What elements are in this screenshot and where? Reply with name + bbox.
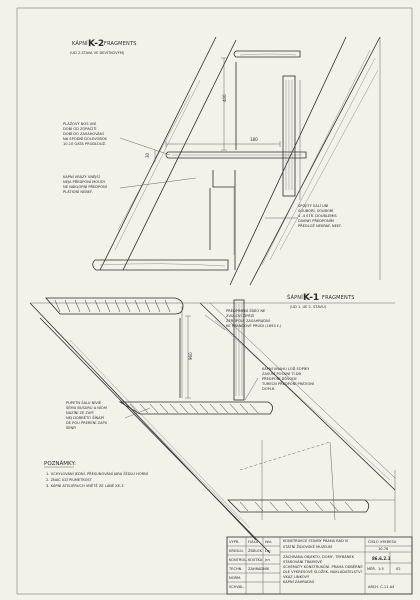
bottom-beam-right	[200, 303, 395, 490]
beam-right-outer	[250, 37, 380, 285]
svg-text:4 -4 STR. DOUBLEMIS: 4 -4 STR. DOUBLEMIS	[298, 214, 337, 218]
svg-text:SCHÉMATY KONSTRUKČNÍ. PRAHA OD: SCHÉMATY KONSTRUKČNÍ. PRAHA ODBĚRNÉ	[283, 565, 363, 569]
svg-text:ZASUVÍ POSUNÍ TÍ.DB: ZASUVÍ POSUNÍ TÍ.DB	[262, 372, 301, 376]
svg-text:NE NÁKLOPNÍ PŘEDPONÍ: NE NÁKLOPNÍ PŘEDPONÍ	[63, 185, 107, 189]
top-title-suffix: FRAGMENTS	[104, 41, 137, 47]
svg-text:NAZÍNÍ ZE ZAPÍ: NAZÍNÍ ZE ZAPÍ	[66, 411, 94, 415]
top-note-left-1	[63, 121, 108, 146]
top-dim-horizontal: 180	[250, 137, 258, 142]
bottom-title-subtitle: (UD 1. UE 2. STAVU)	[290, 305, 327, 309]
svg-text:TURECN PŘEDPONÍ PRÁTIONÍ: TURECN PŘEDPONÍ PRÁTIONÍ	[262, 382, 315, 386]
bottom-title	[287, 293, 355, 309]
svg-text:KÁPNÍ	[72, 40, 88, 47]
bottom-shelf-3	[228, 500, 369, 512]
svg-text:KOSTKA: KOSTKA	[248, 558, 263, 562]
top-title-word: KÁPNÍ	[72, 41, 88, 47]
top-drawing	[93, 37, 380, 285]
svg-text:KÁPNÍ ZAHRADNÍ: KÁPNÍ ZAHRADNÍ	[283, 580, 314, 584]
svg-text:KRESLIL: KRESLIL	[229, 549, 244, 553]
svg-text:KE PRANDOVÉ PRÚDI (1893 č.): KE PRANDOVÉ PRÚDI (1893 č.)	[226, 324, 282, 328]
svg-text:NEJ DOBRÉTO ŠÍNÁPÍ: NEJ DOBRÉTO ŠÍNÁPÍ	[66, 416, 104, 420]
bottom-drawing	[30, 298, 395, 553]
svg-text:ŠÉMU BUSURU A NÍOM: ŠÉMU BUSURU A NÍOM	[66, 406, 107, 410]
svg-text:ŽIDÍLEK: ŽIDÍLEK	[248, 549, 262, 553]
title-block-left-labels	[228, 540, 247, 589]
top-title	[70, 39, 137, 55]
bottom-dim-vertical: 960	[188, 352, 193, 360]
svg-text:STAROVÁNÍ TRAMOVÉ: STAROVÁNÍ TRAMOVÉ	[283, 560, 323, 564]
bottom-shelf-1	[46, 298, 183, 314]
svg-text:DOBÍ DO ZASAHOVÁNÍ: DOBÍ DO ZASAHOVÁNÍ	[63, 132, 104, 136]
svg-text:DLE VYKRESOVÉ SLOŽEK. NAKLADAT: DLE VYKRESOVÉ SLOŽEK. NAKLADATELSTVÍ	[283, 570, 362, 574]
svg-text:NORM.: NORM.	[229, 576, 242, 580]
svg-text:STÁTNÍ ŽIDOVSKÉ MUZEUM: STÁTNÍ ŽIDOVSKÉ MUZEUM	[283, 545, 333, 549]
svg-text:Wd-: Wd-	[265, 540, 273, 544]
svg-text:DE POU PRERENÍ ZAPU: DE POU PRERENÍ ZAPU	[66, 421, 108, 425]
bottom-shelf-2	[120, 402, 273, 414]
bottom-title-suffix: FRAGMENTS	[322, 295, 355, 301]
svg-text:PLÁŽOVÝ NOS UNÍ: PLÁŽOVÝ NOS UNÍ	[63, 122, 97, 126]
svg-text:PŘEDLOŽ NEKRAF. NEEF.: PŘEDLOŽ NEKRAF. NEEF.	[298, 224, 342, 228]
svg-text:Lm: Lm	[265, 549, 271, 553]
top-dim-small: 30	[145, 152, 150, 158]
bottom-title-word: ŠÁPNÍ	[287, 295, 303, 301]
svg-text:KONSTRUKCE STAVBY PRAHA RAD IV: KONSTRUKCE STAVBY PRAHA RAD IV	[283, 539, 349, 543]
notes-heading: POZNÁMKY:	[44, 461, 76, 467]
svg-text:10.76: 10.76	[378, 547, 389, 551]
svg-text:PRÉDPIMENÍ ŠÍDÍO NE: PRÉDPIMENÍ ŠÍDÍO NE	[226, 309, 266, 313]
drawing-number: 86.6.2.1	[372, 556, 391, 561]
title-block-center	[283, 539, 363, 584]
top-beam-grain	[115, 50, 378, 265]
bottom-note-left	[66, 400, 108, 430]
svg-text:ZEROPOU, ZASAHRADNÍ: ZEROPOU, ZASAHRADNÍ	[226, 319, 270, 323]
svg-text:FIALA: FIALA	[248, 540, 259, 544]
bottom-title-mark: K-1	[303, 293, 320, 303]
sheet-number: 02	[396, 567, 401, 571]
svg-text:PUPETN ŠÁLU NÍVIÉ: PUPETN ŠÁLU NÍVIÉ	[66, 401, 102, 405]
svg-text:DOPLR.: DOPLR.	[262, 387, 276, 391]
svg-text:DOBÍ OD ZOPAČÍTÍ: DOBÍ OD ZOPAČÍTÍ	[63, 127, 97, 131]
svg-text:VYPR.: VYPR.	[229, 540, 240, 544]
svg-text:KONTROL.: KONTROL.	[229, 558, 248, 562]
svg-text:SOUBORÍ, SOUBORÍ: SOUBORÍ, SOUBORÍ	[298, 209, 334, 213]
top-title-subtitle: (UD 2.STAVA VE DEVÍTKOVÝM)	[70, 51, 125, 55]
note-item-1: 1. UCHYLOVÁNÍ JEDNÍ. PŘESUNOVÁNÍ JARA ŠÉDLU HORNÍ	[46, 472, 148, 476]
note-item-3: 3. KÁPNÍ ATELIÉRUCH VNĚTĚ ZE LÁNĚ KE-3	[46, 484, 124, 488]
svg-text:NA SPODNÍ DOLEVOBOK: NA SPODNÍ DOLEVOBOK	[63, 137, 107, 141]
svg-text:SPOJITÝ ŠÁLÍ UNÍ: SPOJITÝ ŠÁLÍ UNÍ	[298, 204, 329, 208]
top-note-left-2	[63, 174, 107, 194]
svg-text:Jrn: Jrn	[265, 558, 270, 562]
svg-text:ČÍSLO VÝKRESU: ČÍSLO VÝKRESU	[368, 540, 397, 544]
top-title-mark: K-2	[88, 39, 105, 49]
general-notes	[44, 460, 148, 488]
svg-text:KÁPNÍ VRÁZY VNĚJŠÍ: KÁPNÍ VRÁZY VNĚJŠÍ	[63, 175, 100, 179]
drawing-scale: 1:5	[378, 567, 384, 571]
svg-text:MĚŘ.: MĚŘ.	[367, 567, 376, 571]
title-block-signatures	[264, 540, 273, 562]
svg-text:KÁPNÍ VNAHU LOĎ SOPÍKY: KÁPNÍ VNAHU LOĎ SOPÍKY	[262, 367, 310, 371]
svg-text:ZVULCVÍ ZÍPÉZÍ: ZVULCVÍ ZÍPÉZÍ	[226, 314, 255, 318]
svg-text:SCHVÁL.: SCHVÁL.	[229, 585, 245, 589]
top-dim-vertical: 400	[222, 94, 227, 102]
title-block-right	[367, 539, 401, 589]
svg-text:TECHN.: TECHN.	[229, 567, 243, 571]
top-note-right	[298, 203, 342, 228]
sheet-border	[17, 8, 412, 594]
svg-text:DIVINFI PŘEDPONÍM: DIVINFI PŘEDPONÍM	[298, 219, 334, 223]
svg-text:PLÁTIONÍ NEBEF.: PLÁTIONÍ NEBEF.	[63, 190, 93, 194]
svg-text:ŠENFI: ŠENFI	[66, 426, 77, 430]
beam-left-outer	[100, 37, 216, 270]
svg-text:10.10 GATA PRODLOUŽ.: 10.10 GATA PRODLOUŽ.	[63, 142, 107, 146]
svg-text:PŘEDPONÍ DŮVODY: PŘEDPONÍ DŮVODY	[262, 377, 297, 381]
svg-text:ZAHRADNÍK: ZAHRADNÍK	[248, 567, 270, 571]
svg-text:ZÁCHRANA OBJEKTU, DOMY, TRYBÁN: ZÁCHRANA OBJEKTU, DOMY, TRYBÁNEK	[283, 555, 355, 559]
svg-text:NEJA PŘEDPONÍ MOUSY: NEJA PŘEDPONÍ MOUSY	[63, 180, 106, 184]
svg-text:ARCH. Č.11 A4: ARCH. Č.11 A4	[368, 585, 395, 589]
svg-text:VKAZ LINKOVÝ: VKAZ LINKOVÝ	[283, 575, 310, 579]
title-block-left-names	[248, 540, 270, 571]
note-item-2: 2. ZNAČ ÚZÍ PIUMETKOST	[46, 478, 92, 482]
